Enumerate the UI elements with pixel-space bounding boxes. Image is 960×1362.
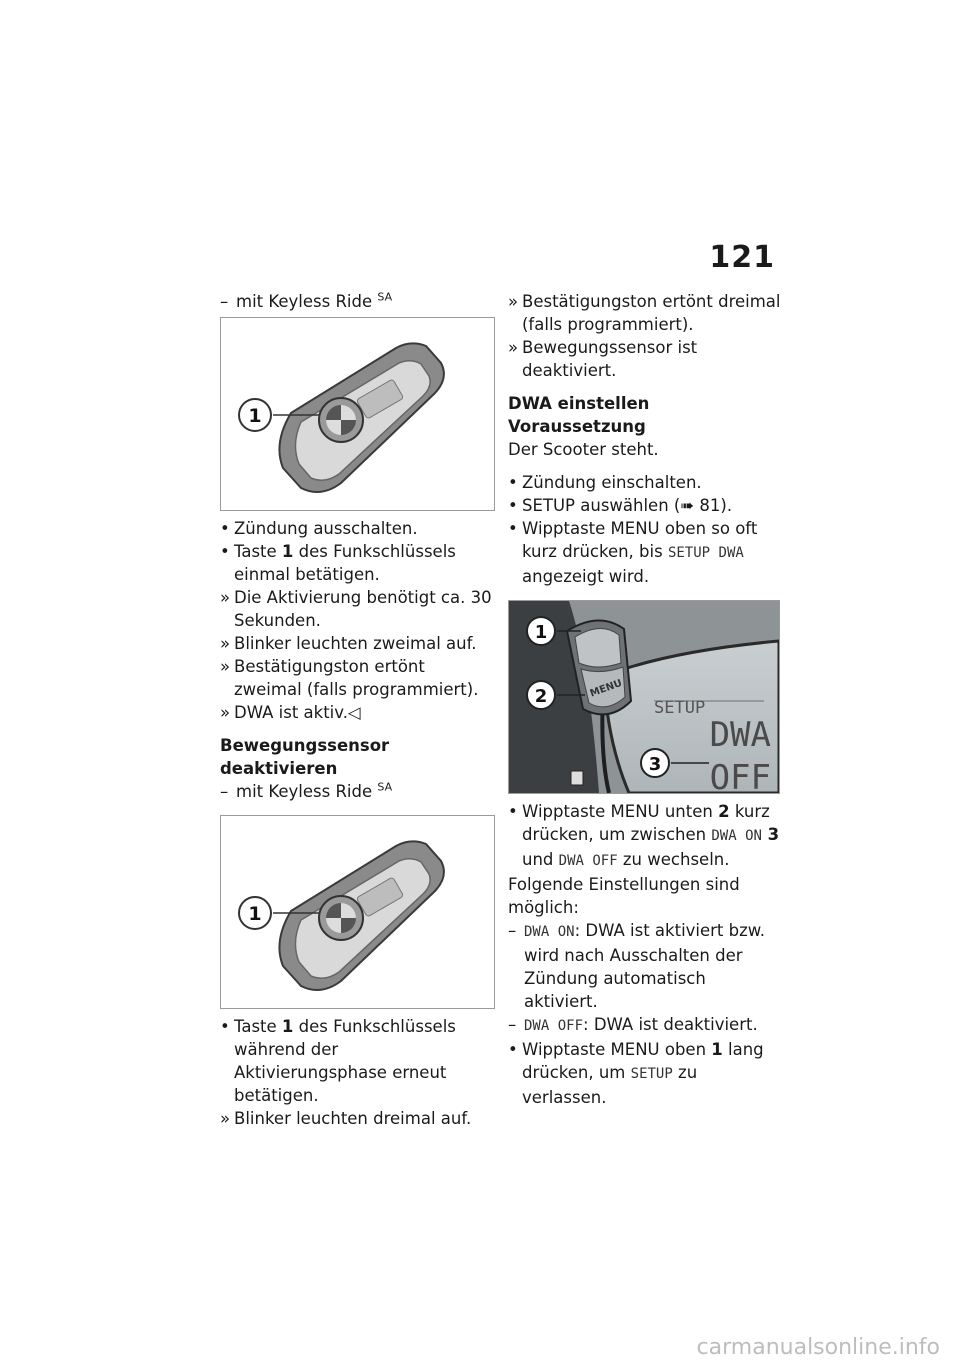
- subheading-requirement: Voraussetzung: [508, 417, 646, 436]
- step-press-menu-up: • Wipptaste MENU oben so oft kurz drücken, bis SETUP DWA angezeigt wird.: [508, 519, 758, 586]
- key-fob-figure-2: [220, 815, 495, 1009]
- step-press-menu-down: • Wipptaste MENU unten 2 kurz drücken, um zwischen DWA ON 3 und DWA OFF zu wechseln.: [508, 802, 780, 869]
- result-activation-time: » Die Aktivierung benötigt ca. 30 Sekunden.: [220, 588, 492, 630]
- lcd-setup: SETUP: [654, 698, 706, 718]
- step-press-key: • Taste 1 des Funkschlüssels einmal betätigen.: [220, 542, 456, 584]
- section-heading-line-2: deaktivieren: [220, 759, 338, 778]
- callout-2-dash: 2: [534, 686, 548, 707]
- section-heading: Bewegungssensor: [220, 736, 390, 755]
- section-heading-dwa: DWA einstellen: [508, 394, 650, 413]
- step-ignition-on: • Zündung einschalten.: [508, 473, 702, 492]
- keyless-condition: – mit Keyless Ride $^{SA}$: [220, 290, 393, 311]
- setting-dwa-off: – DWA OFF: DWA ist deaktiviert.: [508, 1015, 758, 1034]
- setting-dwa-on: – DWA ON: DWA ist aktiviert bzw. wird nach Ausschalten der Zündung automatisch aktiviert.: [508, 921, 766, 1011]
- result-sensor-off: » Bewegungssensor ist deaktiviert.: [508, 338, 698, 380]
- right-column: [508, 290, 783, 1109]
- key-fob-image-2: [221, 816, 493, 1008]
- key-fob-image: [221, 318, 493, 510]
- key-fob-figure: [220, 317, 495, 511]
- result-tone-three: » Bestätigungston ertönt dreimal (falls programmiert).: [508, 292, 781, 334]
- page-ref-arrow-icon: ➠: [680, 496, 695, 515]
- end-of-section-icon: ◁: [348, 703, 361, 722]
- callout-1: 1: [248, 405, 262, 427]
- result-blink-twice: » Blinker leuchten zweimal auf.: [220, 634, 477, 653]
- step-ignition-off: • Zündung ausschalten.: [220, 519, 418, 538]
- dashboard-figure: [508, 600, 780, 794]
- step-select-setup: • SETUP auswählen (➠ 81).: [508, 496, 733, 515]
- lcd-off: OFF: [709, 758, 771, 793]
- left-column: [220, 290, 495, 1130]
- step-exit-setup: • Wipptaste MENU oben 1 lang drücken, um SETUP zu verlassen.: [508, 1040, 764, 1107]
- dashboard-image: [509, 601, 779, 793]
- fuel-icon: [571, 771, 583, 785]
- result-blink-three: » Blinker leuchten dreimal auf.: [220, 1109, 472, 1128]
- step-press-key-again: • Taste 1 des Funkschlüssels während der Aktivierungsphase erneut betätigen.: [220, 1017, 456, 1105]
- result-dwa-active: » DWA ist aktiv.◁: [220, 703, 361, 722]
- page-number: 121: [709, 240, 775, 275]
- menu-label: MENU: [588, 677, 624, 700]
- watermark: carmanualsonline.info: [696, 1335, 940, 1360]
- callout-3-dash: 3: [648, 754, 662, 775]
- keyless-condition-2: – mit Keyless Ride $^{SA}$: [220, 780, 393, 801]
- lcd-dwa: DWA: [709, 715, 771, 755]
- settings-intro: Folgende Einstellungen sind möglich:: [508, 875, 740, 917]
- requirement-text: Der Scooter steht.: [508, 440, 659, 459]
- callout-1-dash: 1: [534, 622, 548, 643]
- callout-1-second: 1: [248, 903, 262, 925]
- result-tone-twice: » Bestätigungston ertönt zweimal (falls programmiert).: [220, 657, 479, 699]
